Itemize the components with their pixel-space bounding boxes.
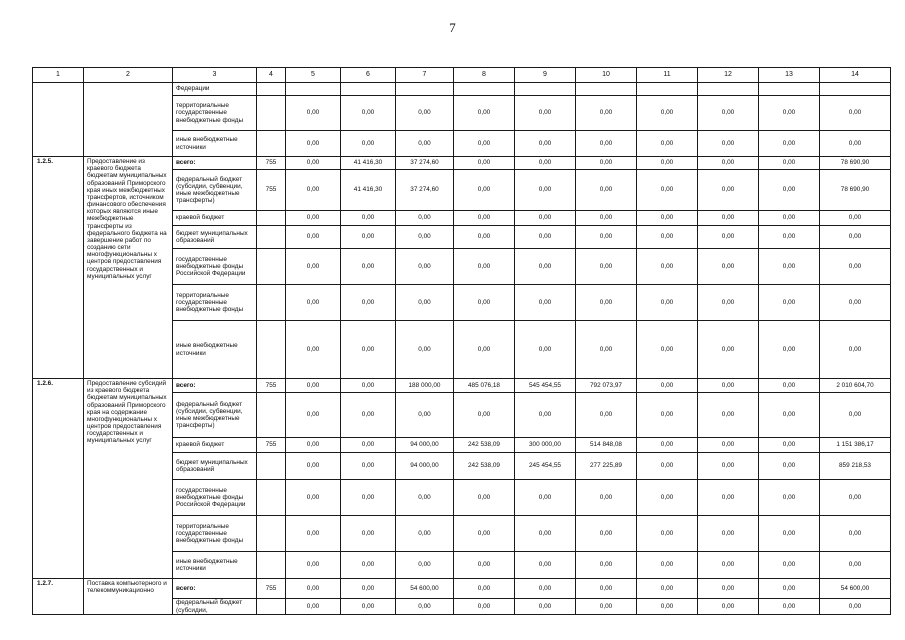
value-cell: 300 000,00	[515, 438, 576, 453]
value-cell: 0,00	[637, 211, 698, 226]
value-cell: 0,00	[698, 599, 759, 615]
grbs-cell	[257, 249, 286, 285]
value-cell: 0,00	[698, 285, 759, 321]
grbs-cell	[257, 226, 286, 249]
value-cell: 0,00	[698, 393, 759, 438]
value-cell: 0,00	[396, 211, 454, 226]
value-cell: 0,00	[286, 157, 341, 170]
source-cell: государственные внебюджетные фонды Российской Федерации	[173, 480, 257, 516]
value-cell: 0,00	[576, 226, 637, 249]
header-row	[33, 68, 891, 83]
value-cell: 0,00	[576, 285, 637, 321]
value-cell: 0,00	[286, 379, 341, 393]
value-cell: 0,00	[454, 157, 515, 170]
value-cell: 0,00	[396, 249, 454, 285]
value-cell: 188 000,00	[396, 379, 454, 393]
value-cell: 0,00	[341, 579, 396, 599]
value-cell: 0,00	[759, 211, 820, 226]
value-cell: 0,00	[286, 249, 341, 285]
value-cell: 0,00	[637, 579, 698, 599]
value-cell: 0,00	[637, 438, 698, 453]
value-cell: 0,00	[698, 170, 759, 211]
value-cell: 0,00	[820, 96, 891, 131]
name-cell: Поставка компьютерного и телекоммуникационно	[84, 579, 173, 615]
value-cell: 0,00	[286, 552, 341, 579]
value-cell: 0,00	[515, 552, 576, 579]
value-cell: 0,00	[341, 393, 396, 438]
name-cell: Предоставление субсидий из краевого бюджета бюджетам муниципальных образований Приморского края на содержание многофункциональны х центров предоставления государственных и муниципальных услуг	[84, 379, 173, 579]
value-cell: 0,00	[759, 285, 820, 321]
value-cell: 0,00	[515, 579, 576, 599]
grbs-cell	[257, 516, 286, 552]
value-cell: 0,00	[759, 96, 820, 131]
table-row	[33, 579, 891, 599]
value-cell: 242 538,09	[454, 438, 515, 453]
value-cell: 0,00	[576, 579, 637, 599]
value-cell: 0,00	[396, 552, 454, 579]
value-cell: 0,00	[396, 96, 454, 131]
value-cell: 0,00	[454, 480, 515, 516]
value-cell: 37 274,60	[396, 170, 454, 211]
grbs-cell: 755	[257, 157, 286, 170]
value-cell: 0,00	[454, 170, 515, 211]
name-cell: Предоставление из краевого бюджета бюджетам муниципальных образований Приморского края иных межбюджетных трансфертов, источником финансового обеспечения которых являются иные межбюджетные трансферты из федерального бюджета на завершение работ по созданию сети многофункциональны х центров предоставления государственных и муниципальных услуг	[84, 157, 173, 379]
value-cell: 0,00	[454, 579, 515, 599]
header-cell: 14	[820, 68, 891, 83]
value-cell: 0,00	[820, 226, 891, 249]
value-cell: 0,00	[396, 321, 454, 379]
value-cell: 0,00	[637, 393, 698, 438]
value-cell: 0,00	[515, 321, 576, 379]
value-cell: 0,00	[698, 480, 759, 516]
value-cell: 0,00	[576, 170, 637, 211]
grbs-cell	[257, 480, 286, 516]
grbs-cell	[257, 453, 286, 480]
value-cell: 0,00	[576, 552, 637, 579]
value-cell: 0,00	[637, 226, 698, 249]
value-cell: 0,00	[759, 516, 820, 552]
value-cell: 0,00	[396, 599, 454, 615]
value-cell: 0,00	[576, 393, 637, 438]
value-cell: 0,00	[286, 599, 341, 615]
value-cell: 0,00	[341, 599, 396, 615]
value-cell: 0,00	[454, 211, 515, 226]
value-cell: 0,00	[286, 96, 341, 131]
value-cell: 242 538,09	[454, 453, 515, 480]
value-cell: 245 454,55	[515, 453, 576, 480]
header-cell: 13	[759, 68, 820, 83]
header-cell: 1	[33, 68, 84, 83]
value-cell	[576, 83, 637, 96]
value-cell: 0,00	[759, 480, 820, 516]
value-cell: 0,00	[576, 157, 637, 170]
value-cell	[454, 83, 515, 96]
source-cell: иные внебюджетные источники	[173, 131, 257, 157]
source-cell: бюджет муниципальных образований	[173, 453, 257, 480]
value-cell: 0,00	[515, 96, 576, 131]
value-cell: 0,00	[637, 285, 698, 321]
source-cell: территориальные государственные внебюджетные фонды	[173, 285, 257, 321]
code-cell	[33, 83, 84, 157]
value-cell: 0,00	[576, 321, 637, 379]
header-cell: 4	[257, 68, 286, 83]
value-cell: 0,00	[698, 157, 759, 170]
source-cell: иные внебюджетные источники	[173, 552, 257, 579]
value-cell: 54 600,00	[396, 579, 454, 599]
value-cell: 0,00	[286, 321, 341, 379]
value-cell: 0,00	[576, 131, 637, 157]
source-cell: иные внебюджетные источники	[173, 321, 257, 379]
value-cell: 0,00	[759, 321, 820, 379]
table-row	[33, 157, 891, 170]
header-cell: 9	[515, 68, 576, 83]
table-row	[33, 83, 891, 96]
value-cell: 0,00	[698, 96, 759, 131]
value-cell	[698, 83, 759, 96]
value-cell: 485 076,18	[454, 379, 515, 393]
source-cell: всего:	[173, 579, 257, 599]
source-cell: всего:	[173, 157, 257, 170]
value-cell: 0,00	[454, 516, 515, 552]
value-cell: 0,00	[286, 285, 341, 321]
value-cell: 0,00	[759, 157, 820, 170]
value-cell: 0,00	[454, 96, 515, 131]
value-cell: 0,00	[515, 285, 576, 321]
grbs-cell: 755	[257, 170, 286, 211]
value-cell	[637, 83, 698, 96]
value-cell: 0,00	[576, 211, 637, 226]
value-cell: 0,00	[341, 285, 396, 321]
budget-table	[32, 67, 891, 615]
value-cell: 0,00	[286, 226, 341, 249]
value-cell: 0,00	[515, 516, 576, 552]
value-cell: 0,00	[698, 579, 759, 599]
source-cell: всего:	[173, 379, 257, 393]
value-cell	[341, 83, 396, 96]
value-cell: 0,00	[286, 480, 341, 516]
value-cell: 0,00	[341, 480, 396, 516]
value-cell: 0,00	[698, 552, 759, 579]
value-cell: 0,00	[820, 393, 891, 438]
code-cell: 1.2.5.	[33, 157, 84, 379]
grbs-cell: 755	[257, 579, 286, 599]
grbs-cell	[257, 599, 286, 615]
value-cell: 78 690,90	[820, 170, 891, 211]
value-cell: 0,00	[515, 211, 576, 226]
value-cell: 0,00	[515, 599, 576, 615]
value-cell: 0,00	[698, 249, 759, 285]
header-cell: 5	[286, 68, 341, 83]
value-cell: 0,00	[454, 393, 515, 438]
value-cell: 94 000,00	[396, 453, 454, 480]
value-cell: 0,00	[341, 552, 396, 579]
value-cell: 0,00	[454, 599, 515, 615]
value-cell: 0,00	[286, 453, 341, 480]
value-cell: 0,00	[341, 379, 396, 393]
value-cell: 0,00	[576, 599, 637, 615]
grbs-cell	[257, 285, 286, 321]
source-cell: федеральный бюджет (субсидии, субвенции, иные межбюджетные трансферты)	[173, 170, 257, 211]
value-cell: 0,00	[515, 393, 576, 438]
value-cell	[286, 83, 341, 96]
value-cell: 0,00	[820, 516, 891, 552]
source-cell: краевой бюджет	[173, 438, 257, 453]
value-cell: 0,00	[454, 226, 515, 249]
source-cell: государственные внебюджетные фонды Российской Федерации	[173, 249, 257, 285]
value-cell: 0,00	[637, 157, 698, 170]
value-cell: 0,00	[698, 321, 759, 379]
value-cell: 0,00	[759, 579, 820, 599]
value-cell: 0,00	[341, 226, 396, 249]
value-cell: 0,00	[820, 480, 891, 516]
value-cell: 514 848,08	[576, 438, 637, 453]
header-cell: 2	[84, 68, 173, 83]
value-cell: 0,00	[341, 249, 396, 285]
header-cell: 12	[698, 68, 759, 83]
header-cell: 6	[341, 68, 396, 83]
value-cell: 0,00	[576, 516, 637, 552]
value-cell: 0,00	[637, 131, 698, 157]
header-cell: 3	[173, 68, 257, 83]
value-cell: 0,00	[698, 131, 759, 157]
value-cell: 0,00	[820, 321, 891, 379]
value-cell: 0,00	[637, 170, 698, 211]
source-cell: бюджет муниципальных образований	[173, 226, 257, 249]
value-cell: 0,00	[637, 96, 698, 131]
value-cell: 0,00	[515, 480, 576, 516]
value-cell: 0,00	[698, 226, 759, 249]
value-cell	[396, 83, 454, 96]
grbs-cell	[257, 393, 286, 438]
value-cell: 0,00	[759, 226, 820, 249]
value-cell: 0,00	[515, 226, 576, 249]
value-cell: 0,00	[576, 96, 637, 131]
value-cell: 277 225,89	[576, 453, 637, 480]
value-cell: 0,00	[286, 393, 341, 438]
value-cell: 0,00	[759, 438, 820, 453]
page-number: 7	[449, 20, 456, 35]
value-cell: 0,00	[454, 552, 515, 579]
value-cell: 859 218,53	[820, 453, 891, 480]
source-cell: федеральный бюджет (субсидии, субвенции, иные межбюджетные трансферты)	[173, 393, 257, 438]
value-cell: 0,00	[454, 131, 515, 157]
value-cell: 0,00	[286, 131, 341, 157]
value-cell	[759, 83, 820, 96]
value-cell: 0,00	[820, 131, 891, 157]
value-cell: 0,00	[698, 438, 759, 453]
value-cell: 0,00	[396, 226, 454, 249]
value-cell: 2 010 604,70	[820, 379, 891, 393]
value-cell: 0,00	[637, 552, 698, 579]
value-cell: 0,00	[759, 249, 820, 285]
source-cell: территориальные государственные внебюджетные фонды	[173, 516, 257, 552]
value-cell: 0,00	[576, 480, 637, 516]
value-cell: 0,00	[637, 321, 698, 379]
value-cell: 0,00	[698, 379, 759, 393]
grbs-cell: 755	[257, 438, 286, 453]
value-cell: 0,00	[515, 131, 576, 157]
source-cell: краевой бюджет	[173, 211, 257, 226]
value-cell: 0,00	[454, 285, 515, 321]
value-cell: 0,00	[286, 170, 341, 211]
grbs-cell	[257, 131, 286, 157]
source-cell: федеральный бюджет (субсидии,	[173, 599, 257, 615]
header-cell: 10	[576, 68, 637, 83]
value-cell: 0,00	[820, 599, 891, 615]
value-cell: 0,00	[515, 249, 576, 285]
grbs-cell	[257, 96, 286, 131]
grbs-cell	[257, 211, 286, 226]
value-cell: 0,00	[515, 170, 576, 211]
value-cell: 0,00	[637, 249, 698, 285]
value-cell: 0,00	[341, 131, 396, 157]
value-cell: 0,00	[286, 211, 341, 226]
value-cell: 792 073,97	[576, 379, 637, 393]
value-cell: 0,00	[341, 438, 396, 453]
value-cell: 0,00	[820, 285, 891, 321]
code-cell: 1.2.6.	[33, 379, 84, 579]
value-cell: 0,00	[759, 379, 820, 393]
value-cell: 0,00	[637, 599, 698, 615]
value-cell: 0,00	[286, 438, 341, 453]
value-cell: 0,00	[576, 249, 637, 285]
value-cell: 0,00	[820, 249, 891, 285]
value-cell: 0,00	[637, 480, 698, 516]
code-cell: 1.2.7.	[33, 579, 84, 615]
value-cell: 0,00	[396, 285, 454, 321]
value-cell: 41 416,30	[341, 170, 396, 211]
value-cell: 0,00	[820, 552, 891, 579]
value-cell: 0,00	[396, 516, 454, 552]
value-cell: 0,00	[759, 170, 820, 211]
value-cell: 0,00	[759, 393, 820, 438]
value-cell: 0,00	[341, 96, 396, 131]
value-cell	[820, 83, 891, 96]
value-cell: 0,00	[341, 211, 396, 226]
value-cell: 0,00	[820, 211, 891, 226]
source-cell: Федерации	[173, 83, 257, 96]
value-cell: 0,00	[759, 599, 820, 615]
value-cell: 41 416,30	[341, 157, 396, 170]
value-cell: 0,00	[637, 379, 698, 393]
value-cell: 0,00	[341, 453, 396, 480]
header-cell: 8	[454, 68, 515, 83]
value-cell: 0,00	[454, 249, 515, 285]
value-cell: 78 690,90	[820, 157, 891, 170]
source-cell: территориальные государственные внебюджетные фонды	[173, 96, 257, 131]
grbs-cell	[257, 552, 286, 579]
value-cell: 0,00	[698, 211, 759, 226]
value-cell: 545 454,55	[515, 379, 576, 393]
value-cell: 0,00	[515, 157, 576, 170]
value-cell: 0,00	[341, 321, 396, 379]
grbs-cell	[257, 321, 286, 379]
value-cell: 0,00	[396, 393, 454, 438]
value-cell: 0,00	[698, 453, 759, 480]
table-row	[33, 379, 891, 393]
value-cell: 0,00	[341, 516, 396, 552]
value-cell: 37 274,60	[396, 157, 454, 170]
value-cell: 0,00	[454, 321, 515, 379]
grbs-cell	[257, 83, 286, 96]
value-cell: 0,00	[286, 516, 341, 552]
value-cell: 0,00	[698, 516, 759, 552]
value-cell: 94 000,00	[396, 438, 454, 453]
grbs-cell: 755	[257, 379, 286, 393]
header-cell: 11	[637, 68, 698, 83]
value-cell: 0,00	[396, 131, 454, 157]
value-cell: 0,00	[396, 480, 454, 516]
value-cell: 1 151 386,17	[820, 438, 891, 453]
value-cell: 0,00	[759, 453, 820, 480]
value-cell: 54 600,00	[820, 579, 891, 599]
header-cell: 7	[396, 68, 454, 83]
value-cell: 0,00	[759, 552, 820, 579]
value-cell: 0,00	[637, 453, 698, 480]
name-cell	[84, 83, 173, 157]
value-cell: 0,00	[286, 579, 341, 599]
value-cell: 0,00	[637, 516, 698, 552]
value-cell	[515, 83, 576, 96]
value-cell: 0,00	[759, 131, 820, 157]
